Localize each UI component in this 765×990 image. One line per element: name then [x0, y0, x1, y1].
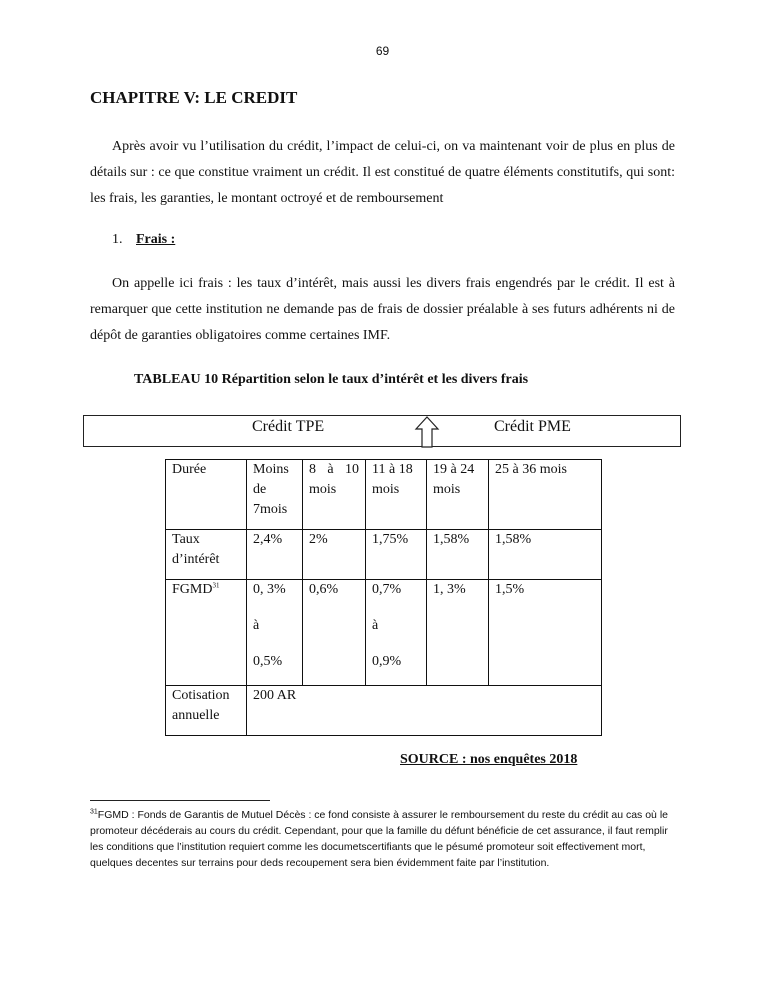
row-label: Durée [166, 460, 247, 530]
intro-paragraph: Après avoir vu l’utilisation du crédit, l’impact de celui-ci, on va maintenant voir de plus en plus de détails sur : ce que constitue vraiment un crédit. Il est constitué de quatre éléments constitutifs, qui sont: les frais, les garanties, le montant octroyé et de remboursement [90, 139, 675, 206]
row-label: Cotisation annuelle [166, 686, 247, 736]
table-cell: 25 à 36 mois [489, 460, 602, 530]
row-label: Taux d’intérêt [166, 530, 247, 580]
table-row-fgmd [166, 580, 602, 686]
credit-pme-label: Crédit PME [494, 418, 571, 435]
table-cell: 1,75% [366, 530, 427, 580]
footnote-ref: 31 [212, 581, 220, 590]
table-cell [366, 580, 427, 686]
footnote-text: FGMD : Fonds de Garantis de Mutuel Décès : ce fond consiste à assurer le remboursement du reste du crédit au cas où le promoteur décéderais au cours du crédit. Cependant, pour que la famille du défunt bénéficie de cet assurance, il faut remplir les conditions que l’institution requiert comme les documetscertifiants que le pésumé promoteur soit effectivement mort, quelques decentes sur terrains pour deds recoupement sera bien évidemment faite par l’institution. [90, 809, 668, 869]
rates-table [165, 459, 602, 736]
section-heading [112, 232, 175, 248]
table-cell: 1,5% [489, 580, 602, 686]
range-sep: à [372, 618, 379, 633]
footnote [90, 807, 680, 871]
table-cell: 1,58% [427, 530, 489, 580]
section-label: Frais : [136, 232, 176, 247]
table-cell: 11 à 18 mois [366, 460, 427, 530]
table-row-cotisation [166, 686, 602, 736]
table-cell: 0,6% [303, 580, 366, 686]
range-sep: à [253, 618, 260, 633]
table-cell: 200 AR [247, 686, 602, 736]
page-number: 69 [375, 44, 390, 58]
source-line: SOURCE : nos enquêtes 2018 [400, 752, 578, 767]
table-cell: 2% [303, 530, 366, 580]
credit-tpe-label: Crédit TPE [252, 418, 325, 435]
table-cell: 1, 3% [427, 580, 489, 686]
table-cell: 19 à 24 mois [427, 460, 489, 530]
range-from: 0, 3% [253, 582, 286, 597]
table-row-duree [166, 460, 602, 530]
frais-paragraph: On appelle ici frais : les taux d’intérêt, mais aussi les divers frais engendrés par le crédit. Il est à remarquer que cette institution ne demande pas de frais de dossier préalable à ses futurs adhérents ni de dépôt de garanties obligatoires comme certaines IMF. [90, 276, 675, 343]
range-to: 0,9% [372, 654, 402, 669]
footnote-divider [90, 800, 270, 801]
fgmd-label: FGMD [172, 582, 213, 597]
table-row-taux [166, 530, 602, 580]
table-cell: 1,58% [489, 530, 602, 580]
range-to: 0,5% [253, 654, 283, 669]
table-cell [247, 580, 303, 686]
table-cell: 2,4% [247, 530, 303, 580]
up-arrow-icon [414, 416, 440, 448]
row-label [166, 580, 247, 686]
footnote-marker: 31 [90, 808, 98, 816]
section-number: 1. [112, 232, 123, 247]
table-caption: TABLEAU 10 Répartition selon le taux d’intérêt et les divers frais [134, 372, 529, 387]
range-from: 0,7% [372, 582, 402, 597]
table-cell: Moins de 7mois [247, 460, 303, 530]
credit-type-banner [83, 415, 681, 447]
chapter-title: CHAPITRE V: LE CREDIT [90, 88, 298, 107]
table-cell: 8 à 10 mois [303, 460, 366, 530]
